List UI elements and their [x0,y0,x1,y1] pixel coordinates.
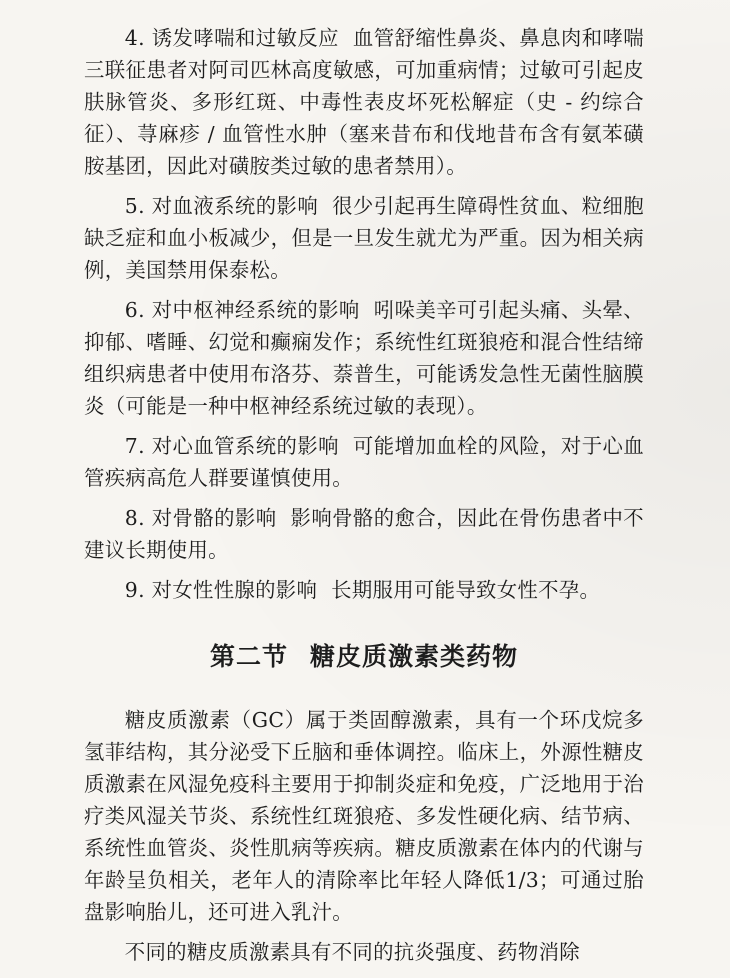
adverse-effect-item-9 [84,574,644,606]
item-text: 血管舒缩性鼻炎、鼻息肉和哮喘三联征患者对阿司匹林高度敏感，可加重病情；过敏可引起皮肤脉管炎、多形红斑、中毒性表皮坏死松解症（史 - 约综合征）、荨麻疹 / 血管性水肿（塞来昔布和伐地昔布含有氨苯磺胺基团，因此对磺胺类过敏的患者禁用）。 [84,26,644,178]
adverse-effect-item-6 [84,294,644,422]
item-title: 8. 对骨骼的影响 [124,506,277,530]
adverse-effect-item-8 [84,502,644,566]
intro-paragraph: 糖皮质激素（GC）属于类固醇激素，具有一个环戊烷多氢菲结构，其分泌受下丘脑和垂体调控。临床上，外源性糖皮质激素在风湿免疫科主要用于抑制炎症和免疫，广泛地用于治疗类风湿关节炎、系统性红斑狼疮、多发性硬化病、结节病、系统性血管炎、炎性肌病等疾病。糖皮质激素在体内的代谢与年龄呈负相关，老年人的清除率比年轻人降低1/3；可通过胎盘影响胎儿，还可进入乳汁。 [84,708,644,924]
adverse-effect-item-7 [84,430,644,494]
section-title: 糖皮质激素类药物 [310,642,519,671]
item-text: 可能增加血栓的风险，对于心血管疾病高危人群要谨慎使用。 [84,434,644,490]
item-title: 5. 对血液系统的影响 [124,194,319,218]
item-title: 4. 诱发哮喘和过敏反应 [124,26,339,50]
section-heading [84,640,644,674]
item-text: 长期服用可能导致女性不孕。 [331,578,601,602]
item-text: 影响骨骼的愈合，因此在骨伤患者中不建议长期使用。 [84,506,644,562]
adverse-effect-item-5 [84,190,644,286]
item-title: 7. 对心血管系统的影响 [124,434,339,458]
intro-paragraph-continued: 不同的糖皮质激素具有不同的抗炎强度、药物消除 [124,940,580,964]
adverse-effect-item-4 [84,22,644,182]
section-number: 第二节 [209,642,288,671]
item-text: 吲哚美辛可引起头痛、头晕、抑郁、嗜睡、幻觉和癫痫发作；系统性红斑狼疮和混合性结缔组织病患者中使用布洛芬、萘普生，可能诱发急性无菌性脑膜炎（可能是一种中枢神经系统过敏的表现）。 [84,298,644,418]
item-title: 9. 对女性性腺的影响 [124,578,318,602]
item-text: 很少引起再生障碍性贫血、粒细胞缺乏症和血小板减少，但是一旦发生就尤为严重。因为相关病例，美国禁用保泰松。 [84,194,644,282]
item-title: 6. 对中枢神经系统的影响 [124,298,360,322]
